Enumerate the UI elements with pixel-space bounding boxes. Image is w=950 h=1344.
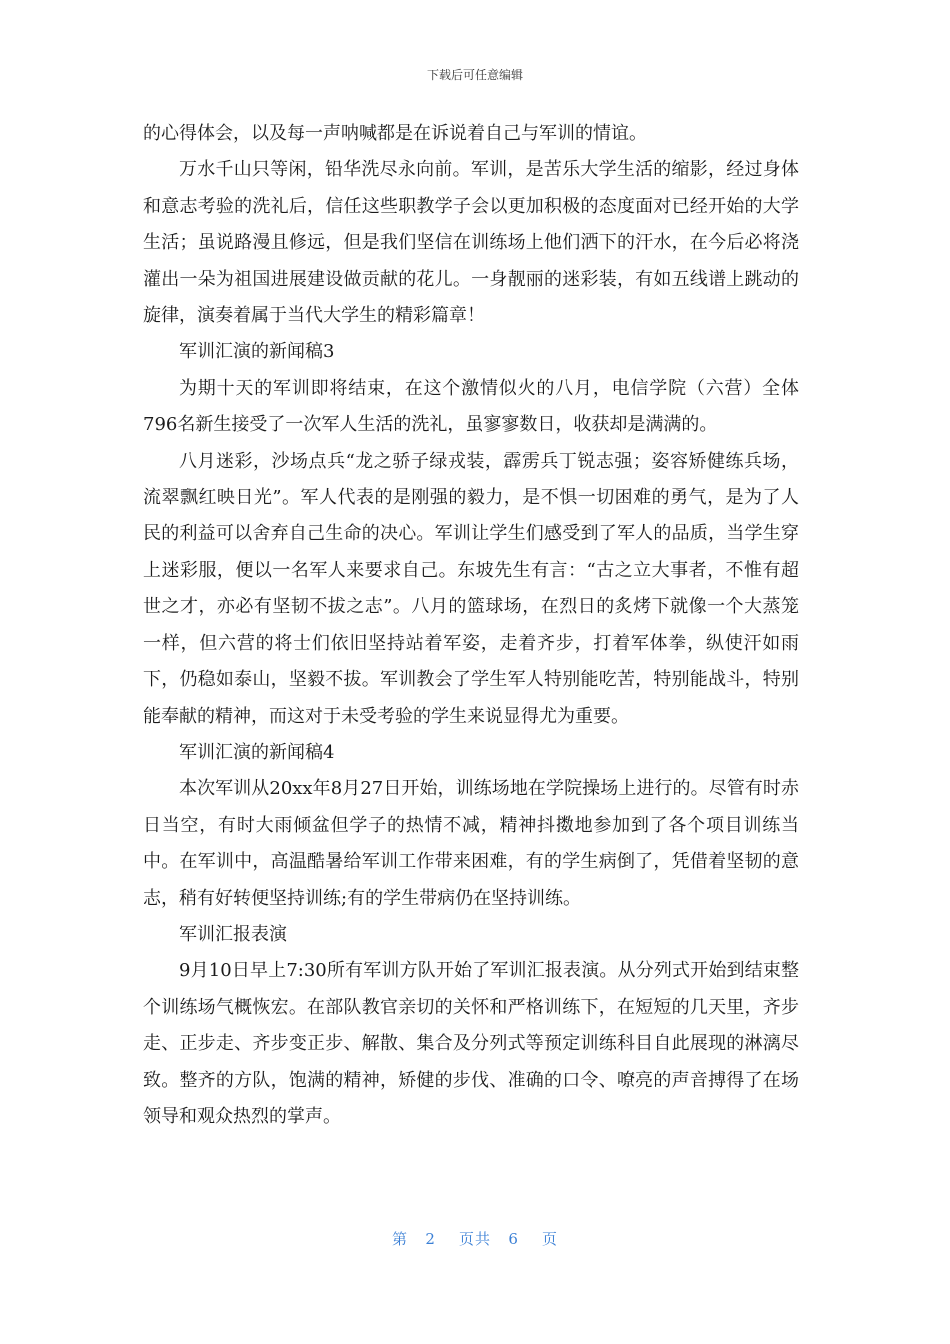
page-footer <box>0 1228 950 1249</box>
footer-prefix: 第 <box>392 1230 409 1248</box>
paragraph: 八月迷彩，沙场点兵“龙之骄子绿戎装，霹雳兵丁锐志强；姿容矫健练兵场，流翠飘红映日光”。军人代表的是刚强的毅力，是不惧一切困难的勇气，是为了人民的利益可以舍弃自己生命的决心。军训让学生们感受到了军人的品质，当学生穿上迷彩服，便以一名军人来要求自己。东坡先生有言：“古之立大事者，不惟有超世之才，亦必有坚韧不拔之志”。八月的篮球场，在烈日的炙烤下就像一个大蒸笼一样，但六营的将士们依旧坚持站着军姿，走着齐步，打着军体拳，纵使汗如雨下，仍稳如泰山，坚毅不拔。军训教会了学生军人特别能吃苦，特别能战斗，特别能奉献的精神，而这对于未受考验的学生来说显得尤为重要。 <box>143 450 799 727</box>
document-body <box>143 116 799 1135</box>
paragraph: 为期十天的军训即将结束，在这个激情似火的八月，电信学院（六营）全体796名新生接受了一次军人生活的洗礼，虽寥寥数日，收获却是满满的。 <box>143 377 799 436</box>
section-heading: 军训汇报表演 <box>179 923 287 945</box>
paragraph: 的心得体会，以及每一声呐喊都是在诉说着自己与军训的情谊。 <box>143 123 647 144</box>
paragraph: 本次军训从20xx年8月27日开始，训练场地在学院操场上进行的。尽管有时赤日当空，有时大雨倾盆但学子的热情不减，精神抖擞地参加到了各个项目训练当中。在军训中，高温酷暑给军训工作带来困难，有的学生病倒了，凭借着坚韧的意志，稍有好转便坚持训练;有的学生带病仍在坚持训练。 <box>143 778 799 909</box>
paragraph: 9月10日早上7:30所有军训方队开始了军训汇报表演。从分列式开始到结束整个训练场气概恢宏。在部队教官亲切的关怀和严格训练下，在短短的几天里，齐步走、正步走、齐步变正步、解散、集合及分列式等预定训练科目自此展现的淋漓尽致。整齐的方队，饱满的精神，矫健的步伐、准确的口令、嘹亮的声音搏得了在场领导和观众热烈的掌声。 <box>143 960 799 1127</box>
footer-suffix: 页 <box>541 1230 558 1248</box>
footer-middle: 页共 <box>458 1230 491 1248</box>
total-page-count: 6 <box>508 1230 519 1248</box>
section-heading: 军训汇演的新闻稿3 <box>179 341 335 363</box>
section-heading: 军训汇演的新闻稿4 <box>179 741 335 763</box>
page-header: 下载后可任意编辑 <box>426 68 523 82</box>
current-page-number: 2 <box>425 1230 436 1248</box>
paragraph: 万水千山只等闲，铅华洗尽永向前。军训，是苦乐大学生活的缩影，经过身体和意志考验的洗礼后，信任这些职教学子会以更加积极的态度面对已经开始的大学生活；虽说路漫且修远，但是我们坚信在训练场上他们洒下的汗水，在今后必将浇灌出一朵为祖国进展建设做贡献的花儿。一身靓丽的迷彩装，有如五线谱上跳动的旋律，演奏着属于当代大学生的精彩篇章！ <box>143 159 799 327</box>
